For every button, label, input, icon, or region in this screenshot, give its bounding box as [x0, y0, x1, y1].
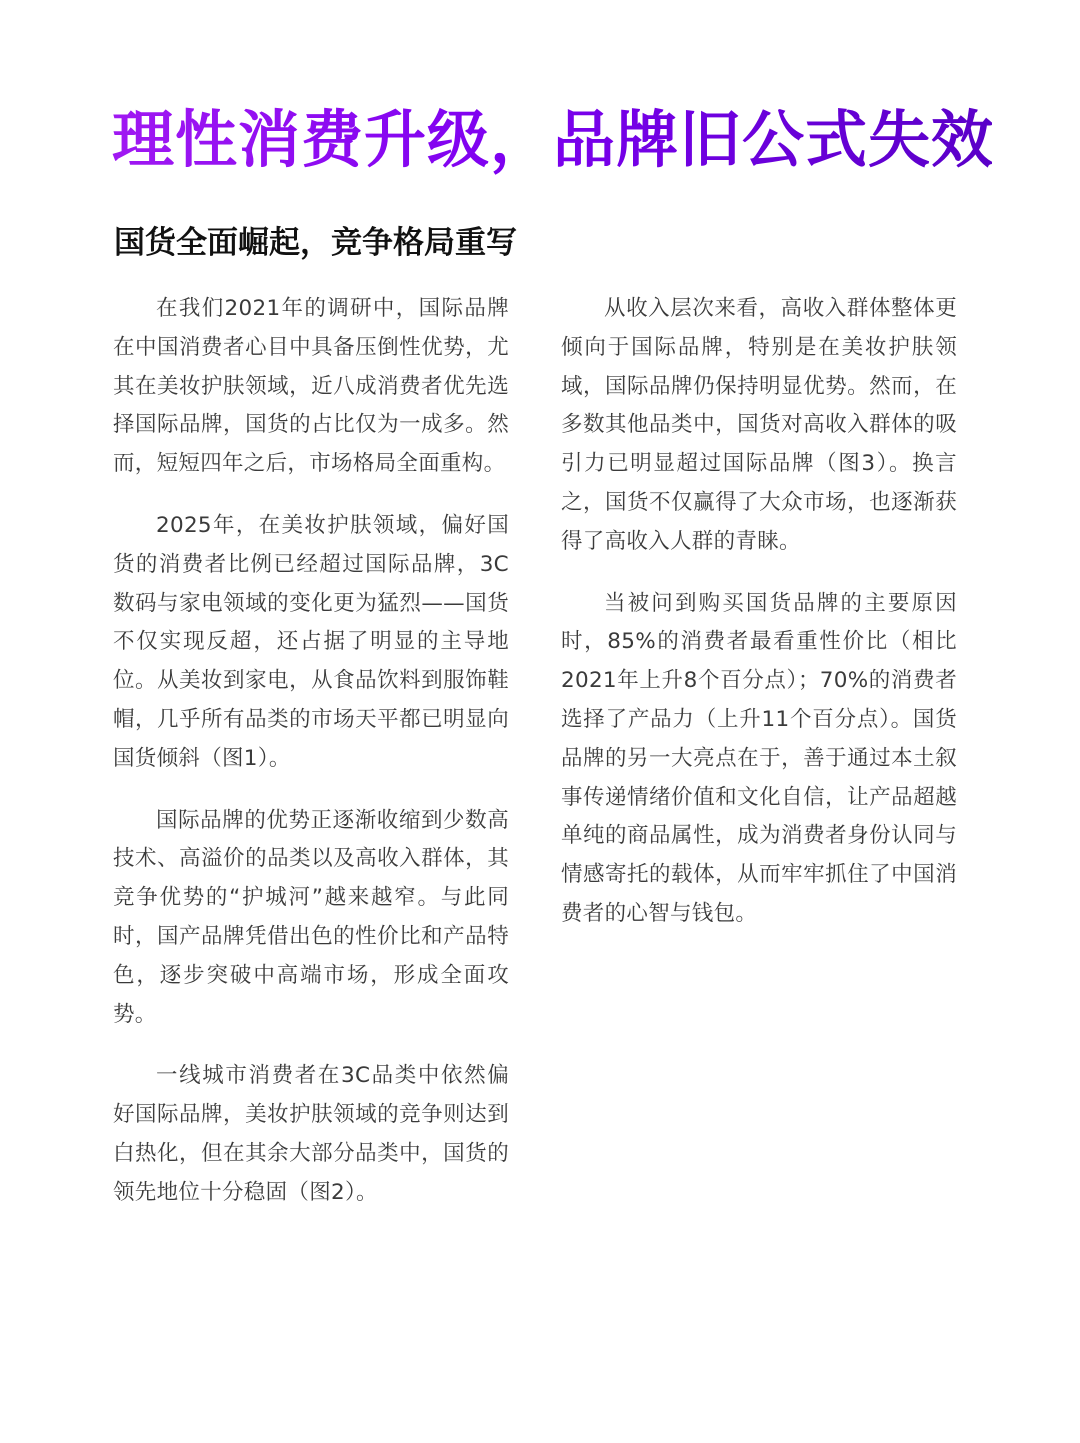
paragraph-right-1: 从收入层次来看，高收入群体整体更倾向于国际品牌，特别是在美妆护肤领域，国际品牌仍保持明显优势。然而，在多数其他品类中，国货对高收入群体的吸引力已明显超过国际品牌（图3）。换言之，国货不仅赢得了大众市场，也逐渐获得了高收入人群的青睐。: [561, 296, 957, 554]
paragraph-right-2: 当被问到购买国货品牌的主要原因时，85%的消费者最看重性价比（相比2021年上升8个百分点）；70%的消费者选择了产品力（上升11个百分点）。国货品牌的另一大亮点在于，善于通过本土叙事传递情绪价值和文化自信，让产品超越单纯的商品属性，成为消费者身份认同与情感寄托的载体，从而牢牢抓住了中国消费者的心智与钱包。: [561, 590, 957, 926]
paragraph-left-4: 一线城市消费者在3C品类中依然偏好国际品牌，美妆护肤领域的竞争则达到白热化，但在其余大部分品类中，国货的领先地位十分稳固（图2）。: [113, 1063, 509, 1205]
paragraph-left-1: 在我们2021年的调研中，国际品牌在中国消费者心目中具备压倒性优势，尤其在美妆护肤领域，近八成消费者优先选择国际品牌，国货的占比仅为一成多。然而，短短四年之后，市场格局全面重构。: [113, 296, 509, 477]
left-column: [113, 290, 509, 1236]
section-heading: 国货全面崛起，竞争格局重写: [114, 225, 517, 261]
paragraph-left-2: 2025年，在美妆护肤领域，偏好国货的消费者比例已经超过国际品牌，3C数码与家电领域的变化更为猛烈——国货不仅实现反超，还占据了明显的主导地位。从美妆到家电，从食品饮料到服饰鞋帽，几乎所有品类的市场天平都已明显向国货倾斜（图1）。: [113, 512, 509, 771]
page-title: 理性消费升级，品牌旧公式失效: [112, 98, 992, 182]
paragraph-left-3: 国际品牌的优势正逐渐收缩到少数高技术、高溢价的品类以及高收入群体，其竞争优势的“护城河”越来越窄。与此同时，国产品牌凭借出色的性价比和产品特色，逐步突破中高端市场，形成全面攻势。: [113, 807, 509, 1027]
right-column: [561, 290, 957, 957]
